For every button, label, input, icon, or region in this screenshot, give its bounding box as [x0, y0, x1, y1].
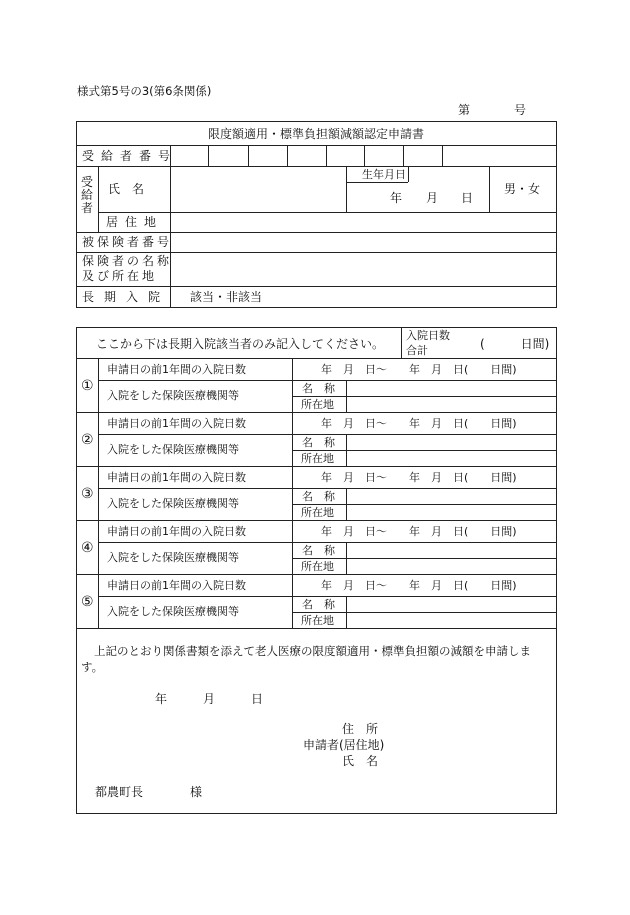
entry-date-range: 年 月 日〜 年 月 日( 日間)	[321, 525, 517, 538]
birth-year-unit: 年	[390, 191, 403, 205]
total-days-label-line2: 合計	[406, 344, 428, 357]
residence-label: 居住地	[106, 215, 164, 229]
insurer-name-label-line2: 及び所在地	[82, 269, 158, 283]
entry-name-label: 名 称	[302, 490, 335, 503]
entry-number: ②	[81, 432, 94, 448]
recipient-label: 受給者	[81, 175, 94, 215]
entry-date-range: 年 月 日〜 年 月 日( 日間)	[321, 579, 517, 592]
addressee: 都農町長	[95, 785, 144, 799]
entry-address-label: 所在地	[301, 506, 334, 519]
entry-number: ⑤	[81, 594, 94, 610]
entry-name-label: 名 称	[302, 382, 335, 395]
insured-number-label: 被保険者番号	[82, 235, 173, 249]
applicant-address-label: 住 所	[342, 722, 379, 736]
applicant-name-label: 氏 名	[342, 754, 379, 768]
entry-date-range: 年 月 日〜 年 月 日( 日間)	[321, 363, 517, 376]
form-title: 限度額適用・標準負担額減額認定申請書	[208, 127, 425, 141]
entry-days-label: 申請日の前1年間の入院日数	[107, 471, 246, 484]
entry-number: ①	[81, 378, 94, 394]
entry-days-label: 申請日の前1年間の入院日数	[107, 417, 246, 430]
recipient-number-label: 受給者番号	[82, 149, 178, 163]
long-stay-instruction: ここから下は長期入院該当者のみ記入してください。	[96, 337, 385, 351]
gender-label: 男・女	[504, 182, 541, 196]
entry-institution-label: 入院をした保険医療機関等	[107, 497, 239, 510]
entry-days-label: 申請日の前1年間の入院日数	[107, 363, 246, 376]
entry-name-label: 名 称	[302, 436, 335, 449]
total-days-value: ( 日間)	[480, 337, 550, 351]
entry-date-range: 年 月 日〜 年 月 日( 日間)	[321, 417, 517, 430]
applicant-label: 申請者(居住地)	[303, 738, 385, 752]
document-number-dai: 第	[458, 103, 471, 117]
declaration-date-month: 月	[203, 692, 216, 706]
birthdate-label: 生年月日	[362, 168, 406, 181]
entry-address-label: 所在地	[301, 452, 334, 465]
long-stay-value: 該当・非該当	[190, 290, 263, 304]
declaration-date-year: 年	[155, 692, 168, 706]
document-number-go: 号	[514, 103, 527, 117]
declaration-date-day: 日	[251, 692, 264, 706]
addressee-honorific: 様	[190, 785, 203, 799]
entry-institution-label: 入院をした保険医療機関等	[107, 389, 239, 402]
entry-institution-label: 入院をした保険医療機関等	[107, 551, 239, 564]
entry-date-range: 年 月 日〜 年 月 日( 日間)	[321, 471, 517, 484]
birth-day-unit: 日	[461, 191, 474, 205]
declaration-text-line2: す。	[81, 660, 104, 674]
entry-institution-label: 入院をした保険医療機関等	[107, 443, 239, 456]
entry-number: ③	[81, 486, 94, 502]
entry-name-label: 名 称	[302, 544, 335, 557]
name-label: 氏 名	[108, 182, 145, 196]
entry-number: ④	[81, 540, 94, 556]
entry-address-label: 所在地	[301, 614, 334, 627]
form-number-label: 様式第5号の3(第6条関係)	[77, 84, 212, 98]
declaration-text-line1: 上記のとおり関係書類を添えて老人医療の限度額適用・標準負担額の減額を申請しま	[94, 644, 531, 658]
birth-month-unit: 月	[426, 191, 439, 205]
entry-institution-label: 入院をした保険医療機関等	[107, 605, 239, 618]
total-days-label-line1: 入院日数	[406, 329, 450, 342]
entry-name-label: 名 称	[302, 598, 335, 611]
entry-address-label: 所在地	[301, 560, 334, 573]
insurer-name-label-line1: 保険者の名称	[82, 254, 173, 268]
entry-days-label: 申請日の前1年間の入院日数	[107, 525, 246, 538]
entry-days-label: 申請日の前1年間の入院日数	[107, 579, 246, 592]
entry-address-label: 所在地	[301, 398, 334, 411]
long-stay-label: 長期入院	[82, 290, 171, 304]
